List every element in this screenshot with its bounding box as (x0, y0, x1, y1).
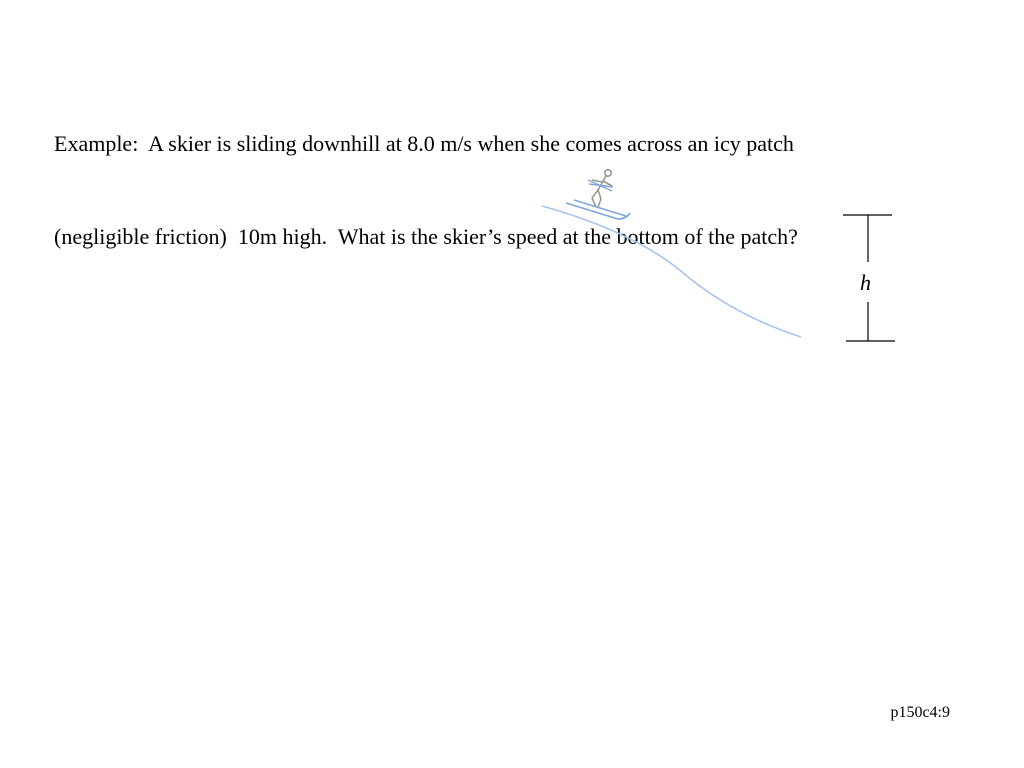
problem-line-1: Example: A skier is sliding downhill at 8.0 m/s when she comes across an icy patch (54, 131, 794, 156)
slope-curve (542, 206, 801, 337)
skier-figure (566, 170, 630, 219)
skier-icon (592, 170, 612, 207)
height-label: h (860, 270, 871, 295)
problem-line-2: (negligible friction) 10m high. What is the skier’s speed at the bottom of the patch? (54, 224, 798, 249)
slide-id: p150c4:9 (890, 704, 950, 721)
